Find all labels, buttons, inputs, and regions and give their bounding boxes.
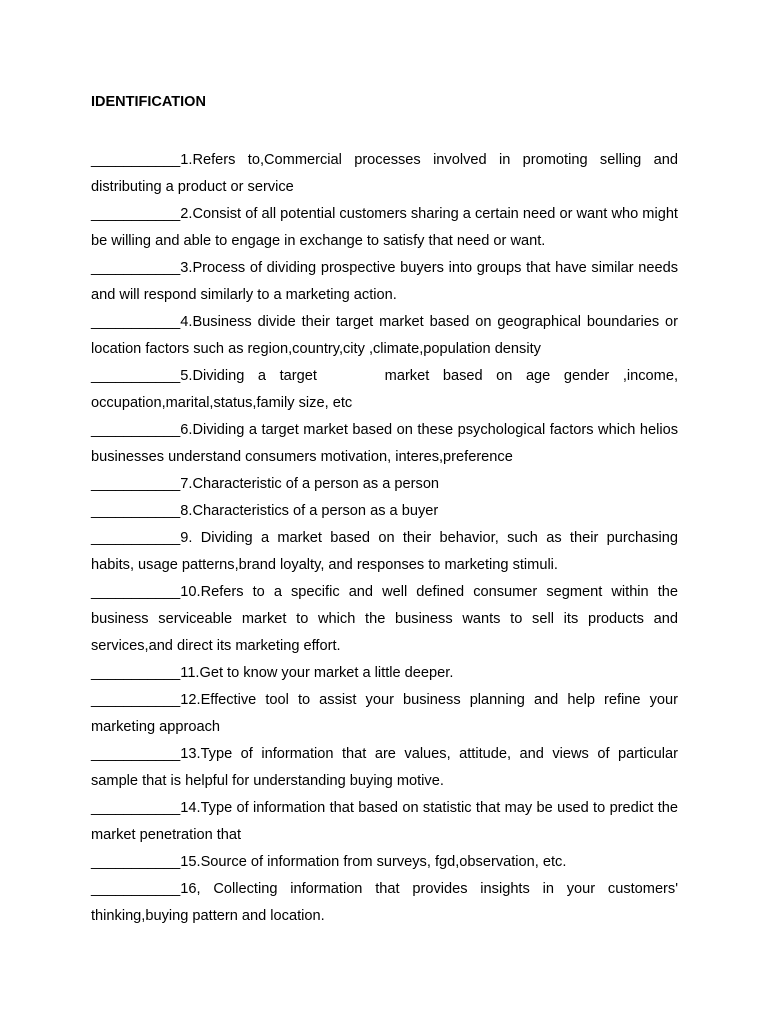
- question-item-2: ___________2.Consist of all potential customers sharing a certain need or want who might be willing and able to engage in exchange to satisfy that need or want.: [91, 206, 678, 249]
- question-item-8: ___________8.Characteristics of a person as a buyer: [91, 503, 439, 519]
- question-item-10: ___________10.Refers to a specific and well defined consumer segment within the business serviceable market to which the business wants to sell its products and services,and direct its marketing effort.: [91, 584, 678, 654]
- question-item-16: ___________16, Collecting information that provides insights in your customers' thinking,buying pattern and location.: [91, 881, 678, 924]
- question-item-7: ___________7.Characteristic of a person as a person: [91, 476, 440, 492]
- document-page: [91, 93, 683, 930]
- question-item-5: ___________5.Dividing a target market based on age gender ,income, occupation,marital,status,family size, etc: [91, 368, 683, 411]
- question-item-12: ___________12.Effective tool to assist your business planning and help refine your marketing approach: [91, 692, 678, 735]
- question-item-13: ___________13.Type of information that are values, attitude, and views of particular sample that is helpful for understanding buying motive.: [91, 746, 678, 789]
- document-heading: IDENTIFICATION: [91, 94, 206, 110]
- question-item-6: ___________6.Dividing a target market based on these psychological factors which helios businesses understand consumers motivation, interes,preference: [91, 422, 678, 465]
- question-item-11: ___________11.Get to know your market a little deeper.: [91, 665, 454, 681]
- question-item-14: ___________14.Type of information that based on statistic that may be used to predict the market penetration that: [91, 800, 678, 843]
- question-list: [91, 147, 683, 930]
- question-item-3: ___________3.Process of dividing prospective buyers into groups that have similar needs and will respond similarly to a marketing action.: [91, 260, 678, 303]
- question-item-9: ___________9. Dividing a market based on their behavior, such as their purchasing habits, usage patterns,brand loyalty, and responses to marketing stimuli.: [91, 530, 678, 573]
- question-item-1: ___________1.Refers to,Commercial processes involved in promoting selling and distributing a product or service: [91, 152, 678, 195]
- question-item-4: ___________4.Business divide their target market based on geographical boundaries or location factors such as region,country,city ,climate,population density: [91, 314, 678, 357]
- question-item-15: ___________15.Source of information from surveys, fgd,observation, etc.: [91, 854, 567, 870]
